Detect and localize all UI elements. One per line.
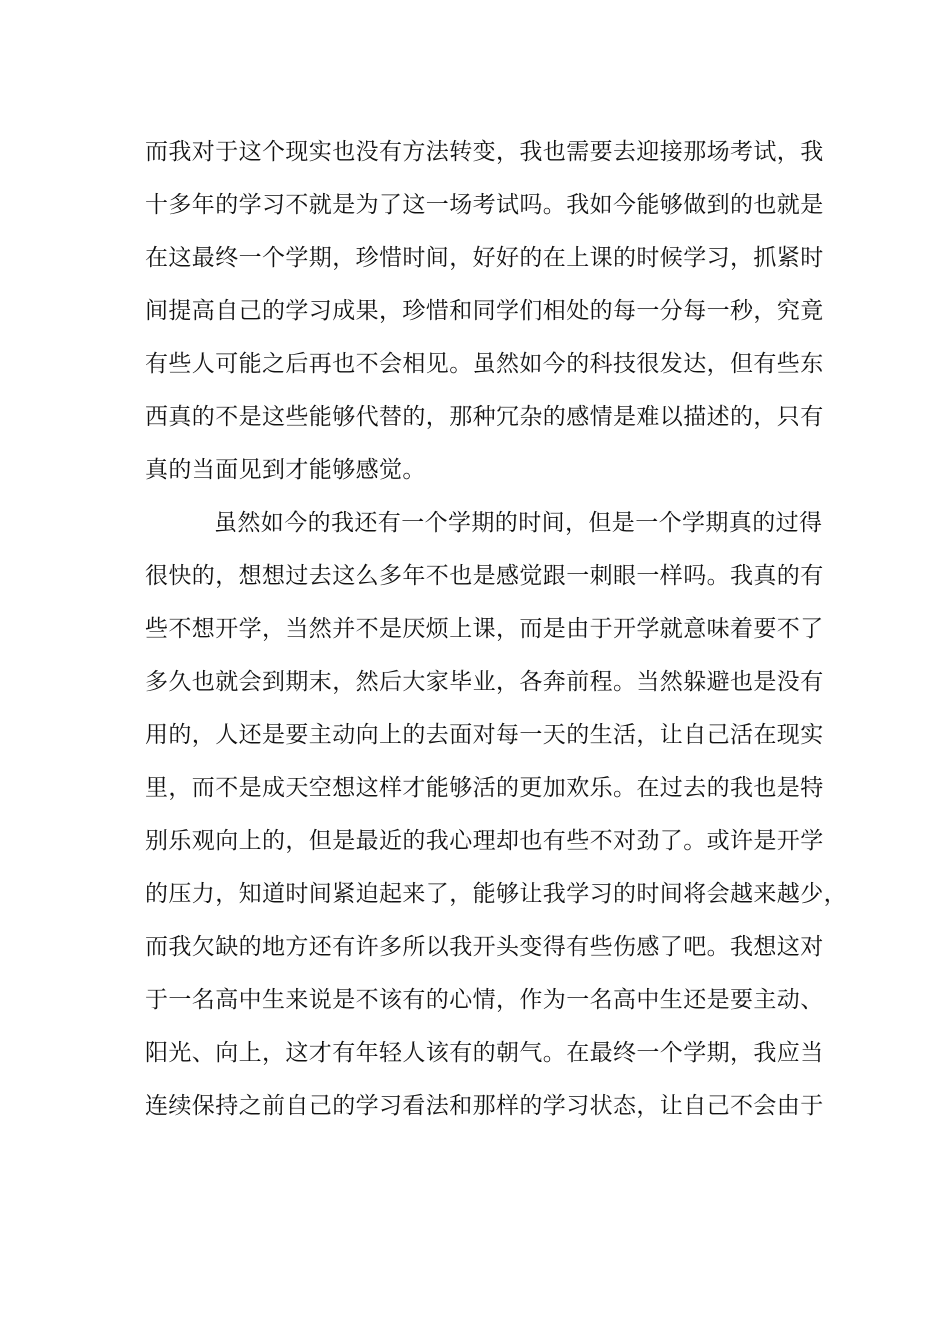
text-line: 于一名高中生来说是不该有的心情，作为一名高中生还是要主动、 — [145, 987, 824, 1013]
text-line: 阳光、向上，这才有年轻人该有的朝气。在最终一个学期，我应当 — [145, 1040, 824, 1066]
text-line: 些不想开学，当然并不是厌烦上课，而是由于开学就意味着要不了 — [145, 616, 824, 642]
text-line: 而我对于这个现实也没有方法转变，我也需要去迎接那场考试，我 — [145, 139, 824, 165]
document-body — [145, 130, 847, 1137]
text-line: 多久也就会到期末，然后大家毕业，各奔前程。当然躲避也是没有 — [145, 669, 824, 695]
text-line: 真的当面见到才能够感觉。 — [145, 457, 426, 483]
text-line: 十多年的学习不就是为了这一场考试吗。我如今能够做到的也就是 — [145, 192, 824, 218]
text-line: 有些人可能之后再也不会相见。虽然如今的科技很发达，但有些东 — [145, 351, 824, 377]
text-line: 间提高自己的学习成果，珍惜和同学们相处的每一分每一秒，究竟 — [145, 298, 824, 324]
text-line: 虽然如今的我还有一个学期的时间，但是一个学期真的过得 — [214, 510, 823, 536]
text-line: 别乐观向上的，但是最近的我心理却也有些不对劲了。或许是开学 — [145, 828, 824, 854]
text-line: 用的，人还是要主动向上的去面对每一天的生活，让自己活在现实 — [145, 722, 824, 748]
paragraph-1 — [145, 130, 824, 501]
text-line: 在这最终一个学期，珍惜时间，好好的在上课的时候学习，抓紧时 — [145, 245, 824, 271]
text-line: 很快的，想想过去这么多年不也是感觉跟一刺眼一样吗。我真的有 — [145, 563, 824, 589]
text-line: 里，而不是成天空想这样才能够活的更加欢乐。在过去的我也是特 — [145, 775, 824, 801]
text-line: 连续保持之前自己的学习看法和那样的学习状态，让自己不会由于 — [145, 1093, 824, 1119]
paragraph-2 — [145, 501, 847, 1137]
text-line: 西真的不是这些能够代替的，那种冗杂的感情是难以描述的，只有 — [145, 404, 824, 430]
text-line: 而我欠缺的地方还有许多所以我开头变得有些伤感了吧。我想这对 — [145, 934, 824, 960]
text-line: 的压力，知道时间紧迫起来了，能够让我学习的时间将会越来越少， — [145, 881, 847, 907]
